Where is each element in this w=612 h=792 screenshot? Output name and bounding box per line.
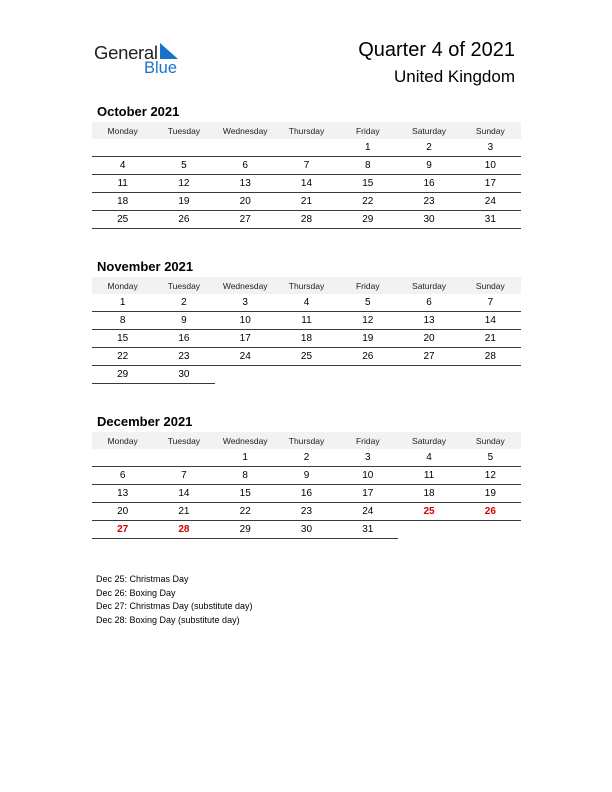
holiday-day-cell: 25 <box>398 503 459 521</box>
day-cell: 10 <box>337 467 398 485</box>
day-cell: 12 <box>460 467 521 485</box>
weekday-header: Saturday <box>398 122 459 139</box>
day-cell: 4 <box>92 157 153 175</box>
weekday-header: Friday <box>337 277 398 294</box>
empty-day-cell <box>337 366 398 384</box>
day-cell: 22 <box>337 193 398 211</box>
empty-day-cell <box>92 139 153 157</box>
week-row <box>92 294 521 312</box>
month-title: December 2021 <box>97 414 193 429</box>
day-cell: 23 <box>276 503 337 521</box>
day-cell: 24 <box>215 348 276 366</box>
day-cell: 17 <box>215 330 276 348</box>
day-cell: 23 <box>398 193 459 211</box>
day-cell: 11 <box>398 467 459 485</box>
empty-day-cell <box>92 449 153 467</box>
holiday-note: Dec 25: Christmas Day <box>96 574 189 584</box>
day-cell: 7 <box>460 294 521 312</box>
day-cell: 3 <box>215 294 276 312</box>
day-cell: 20 <box>215 193 276 211</box>
day-cell: 22 <box>92 348 153 366</box>
day-cell: 18 <box>92 193 153 211</box>
month-november <box>92 258 521 384</box>
empty-day-cell <box>153 449 214 467</box>
day-cell: 4 <box>276 294 337 312</box>
day-cell: 31 <box>460 211 521 229</box>
month-calendar-table <box>92 432 521 539</box>
day-cell: 21 <box>153 503 214 521</box>
day-cell: 21 <box>276 193 337 211</box>
day-cell: 24 <box>337 503 398 521</box>
day-cell: 6 <box>215 157 276 175</box>
weekday-header: Saturday <box>398 277 459 294</box>
holiday-note: Dec 28: Boxing Day (substitute day) <box>96 614 240 625</box>
day-cell: 14 <box>460 312 521 330</box>
weekday-header: Friday <box>337 122 398 139</box>
weekday-header-row <box>92 277 521 294</box>
week-row <box>92 521 521 539</box>
weekday-header: Thursday <box>276 432 337 449</box>
week-row <box>92 449 521 467</box>
day-cell: 27 <box>215 211 276 229</box>
empty-day-cell <box>215 139 276 157</box>
empty-day-cell <box>215 366 276 384</box>
day-cell: 31 <box>337 521 398 539</box>
month-calendar-table <box>92 122 521 229</box>
week-row <box>92 467 521 485</box>
day-cell: 24 <box>460 193 521 211</box>
day-cell: 29 <box>92 366 153 384</box>
month-title: October 2021 <box>97 104 180 119</box>
day-cell: 17 <box>337 485 398 503</box>
weekday-header: Monday <box>92 432 153 449</box>
empty-day-cell <box>398 366 459 384</box>
month-december <box>92 413 521 539</box>
day-cell: 13 <box>92 485 153 503</box>
weekday-header: Thursday <box>276 122 337 139</box>
day-cell: 2 <box>153 294 214 312</box>
day-cell: 1 <box>337 139 398 157</box>
weekday-header: Sunday <box>460 432 521 449</box>
weekday-header: Sunday <box>460 277 521 294</box>
weekday-header: Tuesday <box>153 432 214 449</box>
day-cell: 16 <box>276 485 337 503</box>
week-row <box>92 503 521 521</box>
day-cell: 19 <box>337 330 398 348</box>
day-cell: 26 <box>337 348 398 366</box>
month-calendar-table <box>92 277 521 384</box>
week-row <box>92 139 521 157</box>
day-cell: 9 <box>276 467 337 485</box>
empty-day-cell <box>276 366 337 384</box>
day-cell: 12 <box>153 175 214 193</box>
empty-day-cell <box>153 139 214 157</box>
week-row <box>92 366 521 384</box>
day-cell: 26 <box>153 211 214 229</box>
week-row <box>92 312 521 330</box>
day-cell: 9 <box>398 157 459 175</box>
day-cell: 16 <box>398 175 459 193</box>
day-cell: 20 <box>398 330 459 348</box>
day-cell: 21 <box>460 330 521 348</box>
logo-triangle-icon <box>160 43 178 59</box>
day-cell: 1 <box>92 294 153 312</box>
logo-word-blue: Blue <box>144 59 178 77</box>
day-cell: 8 <box>215 467 276 485</box>
weekday-header: Thursday <box>276 277 337 294</box>
day-cell: 3 <box>337 449 398 467</box>
weekday-header-row <box>92 122 521 139</box>
day-cell: 5 <box>460 449 521 467</box>
weekday-header: Tuesday <box>153 122 214 139</box>
day-cell: 29 <box>215 521 276 539</box>
weekday-header: Tuesday <box>153 277 214 294</box>
day-cell: 28 <box>460 348 521 366</box>
day-cell: 10 <box>460 157 521 175</box>
day-cell: 18 <box>398 485 459 503</box>
day-cell: 25 <box>92 211 153 229</box>
day-cell: 9 <box>153 312 214 330</box>
page-title: Quarter 4 of 2021 <box>358 39 515 61</box>
day-cell: 30 <box>153 366 214 384</box>
day-cell: 23 <box>153 348 214 366</box>
weekday-header: Monday <box>92 122 153 139</box>
weekday-header: Monday <box>92 277 153 294</box>
logo <box>94 40 194 80</box>
weekday-header: Wednesday <box>215 122 276 139</box>
weekday-header: Wednesday <box>215 277 276 294</box>
weekday-header: Friday <box>337 432 398 449</box>
day-cell: 14 <box>153 485 214 503</box>
empty-day-cell <box>398 521 459 539</box>
day-cell: 30 <box>276 521 337 539</box>
day-cell: 15 <box>215 485 276 503</box>
week-row <box>92 175 521 193</box>
day-cell: 16 <box>153 330 214 348</box>
day-cell: 5 <box>153 157 214 175</box>
day-cell: 4 <box>398 449 459 467</box>
day-cell: 25 <box>276 348 337 366</box>
month-title: November 2021 <box>97 259 194 274</box>
empty-day-cell <box>276 139 337 157</box>
day-cell: 15 <box>337 175 398 193</box>
weekday-header: Sunday <box>460 122 521 139</box>
day-cell: 28 <box>276 211 337 229</box>
week-row <box>92 485 521 503</box>
day-cell: 12 <box>337 312 398 330</box>
day-cell: 29 <box>337 211 398 229</box>
day-cell: 5 <box>337 294 398 312</box>
weekday-header: Saturday <box>398 432 459 449</box>
day-cell: 7 <box>153 467 214 485</box>
day-cell: 15 <box>92 330 153 348</box>
day-cell: 19 <box>460 485 521 503</box>
logo-word-general: General <box>94 42 158 63</box>
holiday-day-cell: 28 <box>153 521 214 539</box>
week-row <box>92 193 521 211</box>
holiday-notes <box>96 573 253 627</box>
day-cell: 13 <box>215 175 276 193</box>
holiday-note: Dec 27: Christmas Day (substitute day) <box>96 601 253 612</box>
day-cell: 11 <box>92 175 153 193</box>
day-cell: 3 <box>460 139 521 157</box>
week-row <box>92 211 521 229</box>
day-cell: 27 <box>398 348 459 366</box>
week-row <box>92 348 521 366</box>
day-cell: 2 <box>276 449 337 467</box>
country-subtitle: United Kingdom <box>394 67 515 86</box>
day-cell: 19 <box>153 193 214 211</box>
day-cell: 6 <box>92 467 153 485</box>
weekday-header: Wednesday <box>215 432 276 449</box>
holiday-day-cell: 27 <box>92 521 153 539</box>
day-cell: 11 <box>276 312 337 330</box>
day-cell: 20 <box>92 503 153 521</box>
weekday-header-row <box>92 432 521 449</box>
week-row <box>92 330 521 348</box>
day-cell: 30 <box>398 211 459 229</box>
day-cell: 8 <box>337 157 398 175</box>
empty-day-cell <box>460 521 521 539</box>
day-cell: 17 <box>460 175 521 193</box>
holiday-day-cell: 26 <box>460 503 521 521</box>
day-cell: 7 <box>276 157 337 175</box>
day-cell: 13 <box>398 312 459 330</box>
day-cell: 18 <box>276 330 337 348</box>
month-october <box>92 103 521 229</box>
day-cell: 6 <box>398 294 459 312</box>
day-cell: 2 <box>398 139 459 157</box>
day-cell: 10 <box>215 312 276 330</box>
empty-day-cell <box>460 366 521 384</box>
day-cell: 8 <box>92 312 153 330</box>
day-cell: 22 <box>215 503 276 521</box>
holiday-note: Dec 26: Boxing Day <box>96 587 176 598</box>
week-row <box>92 157 521 175</box>
day-cell: 1 <box>215 449 276 467</box>
day-cell: 14 <box>276 175 337 193</box>
